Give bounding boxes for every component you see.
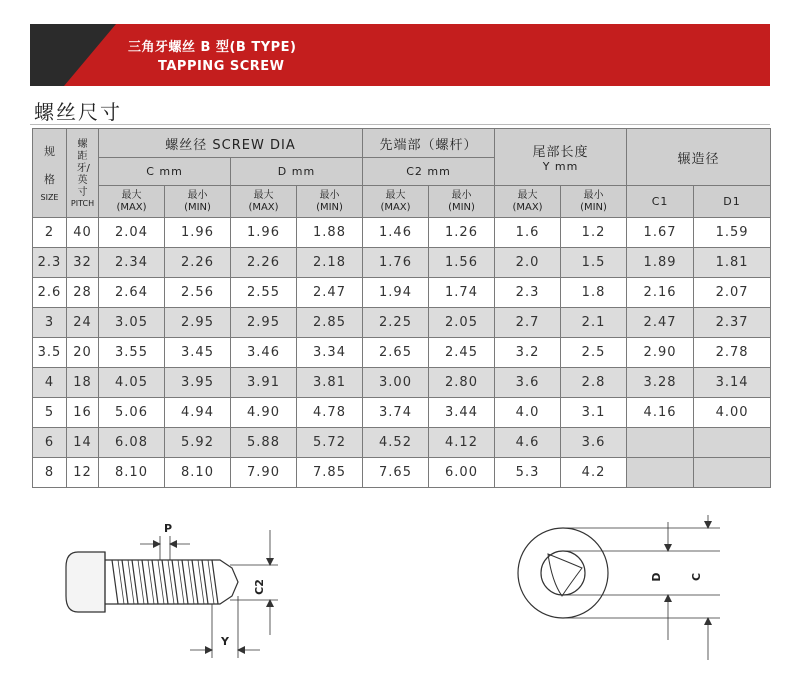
header-title-en: TAPPING SCREW xyxy=(158,59,285,74)
cell-y-max: 4.6 xyxy=(495,428,561,458)
cell-c1: 3.28 xyxy=(627,368,694,398)
cell-c2-min: 2.80 xyxy=(429,368,495,398)
cell-c-max: 2.64 xyxy=(99,278,165,308)
cell-d-min: 2.47 xyxy=(297,278,363,308)
cell-c2-max: 3.74 xyxy=(363,398,429,428)
cell-y-min: 4.2 xyxy=(561,458,627,488)
cell-d-min: 3.34 xyxy=(297,338,363,368)
header-c-mm: C mm xyxy=(99,158,231,186)
cell-y-max: 5.3 xyxy=(495,458,561,488)
cell-c2-min: 4.12 xyxy=(429,428,495,458)
cell-c2-min: 1.56 xyxy=(429,248,495,278)
cell-c-max: 3.55 xyxy=(99,338,165,368)
cell-c2-min: 1.74 xyxy=(429,278,495,308)
header-y-max: 最大 (MAX) xyxy=(495,186,561,218)
cell-c-max: 2.04 xyxy=(99,218,165,248)
cell-d1: 2.07 xyxy=(694,278,771,308)
cell-d-max: 2.26 xyxy=(231,248,297,278)
cell-size: 4 xyxy=(33,368,67,398)
cell-size: 8 xyxy=(33,458,67,488)
cell-d-max: 1.96 xyxy=(231,218,297,248)
cell-c-max: 3.05 xyxy=(99,308,165,338)
header-tail xyxy=(495,129,627,186)
cell-pitch: 14 xyxy=(67,428,99,458)
spec-table xyxy=(32,128,771,488)
screw-end-view xyxy=(518,515,720,660)
cell-size: 3.5 xyxy=(33,338,67,368)
end-outer-circle xyxy=(518,528,608,618)
cell-y-min: 2.5 xyxy=(561,338,627,368)
dim-p-label: P xyxy=(163,522,173,535)
cell-d-max: 2.95 xyxy=(231,308,297,338)
cell-y-min: 2.1 xyxy=(561,308,627,338)
header-c2-mm: C2 mm xyxy=(363,158,495,186)
cell-c2-min: 2.45 xyxy=(429,338,495,368)
table-row xyxy=(33,218,771,248)
cell-d-max: 3.91 xyxy=(231,368,297,398)
cell-d1: 3.14 xyxy=(694,368,771,398)
cell-c2-max: 2.25 xyxy=(363,308,429,338)
cell-d1 xyxy=(694,428,771,458)
cell-d1: 1.59 xyxy=(694,218,771,248)
header-d-max: 最大 (MAX) xyxy=(231,186,297,218)
cell-d1: 4.00 xyxy=(694,398,771,428)
cell-c1: 2.16 xyxy=(627,278,694,308)
cell-c-min: 5.92 xyxy=(165,428,231,458)
cell-size: 2.3 xyxy=(33,248,67,278)
cell-y-min: 1.5 xyxy=(561,248,627,278)
header-c2-min: 最小 (MIN) xyxy=(429,186,495,218)
cell-y-max: 2.0 xyxy=(495,248,561,278)
cell-d-min: 7.85 xyxy=(297,458,363,488)
header-banner xyxy=(30,24,770,86)
table-row xyxy=(33,338,771,368)
header-tip: 先端部（螺杆） xyxy=(363,129,495,158)
header-size-cn-top: 规 xyxy=(44,144,55,158)
cell-d-min: 5.72 xyxy=(297,428,363,458)
cell-d-max: 5.88 xyxy=(231,428,297,458)
header-tail-cn: 尾部长度 xyxy=(532,145,589,160)
section-divider xyxy=(30,124,770,125)
cell-pitch: 40 xyxy=(67,218,99,248)
header-roll: 辗造径 xyxy=(627,129,771,186)
cell-c-min: 4.94 xyxy=(165,398,231,428)
cell-y-max: 1.6 xyxy=(495,218,561,248)
cell-y-max: 2.3 xyxy=(495,278,561,308)
table-row xyxy=(33,368,771,398)
banner-dark-block xyxy=(30,24,64,86)
cell-c-max: 5.06 xyxy=(99,398,165,428)
dim-c-label: C xyxy=(690,572,703,582)
cell-pitch: 20 xyxy=(67,338,99,368)
cell-d1 xyxy=(694,458,771,488)
header-size-cn-mid: 格 xyxy=(44,172,55,186)
cell-d-max: 7.90 xyxy=(231,458,297,488)
table-row xyxy=(33,428,771,458)
cell-c1: 2.47 xyxy=(627,308,694,338)
table-row xyxy=(33,278,771,308)
drawings xyxy=(0,510,800,677)
dim-d-label: D xyxy=(650,572,663,582)
cell-size: 6 xyxy=(33,428,67,458)
cell-c2-min: 1.26 xyxy=(429,218,495,248)
cell-c-min: 2.56 xyxy=(165,278,231,308)
header-screw-dia: 螺丝径 SCREW DIA xyxy=(99,129,363,158)
cell-c1: 2.90 xyxy=(627,338,694,368)
cell-y-min: 3.1 xyxy=(561,398,627,428)
cell-size: 2 xyxy=(33,218,67,248)
banner-dark-slant xyxy=(64,24,116,86)
section-title: 螺丝尺寸 xyxy=(34,100,122,124)
cell-d-min: 2.85 xyxy=(297,308,363,338)
cell-y-max: 3.6 xyxy=(495,368,561,398)
cell-c2-max: 2.65 xyxy=(363,338,429,368)
cell-d-min: 2.18 xyxy=(297,248,363,278)
dim-c2-label: C2 xyxy=(253,579,266,595)
cell-d1: 1.81 xyxy=(694,248,771,278)
table-row xyxy=(33,398,771,428)
header-pitch-en: PITCH xyxy=(70,198,95,208)
cell-c-min: 3.95 xyxy=(165,368,231,398)
cell-c2-min: 3.44 xyxy=(429,398,495,428)
screw-head xyxy=(66,552,105,612)
cell-pitch: 12 xyxy=(67,458,99,488)
header-pitch-cn: 螺距牙/英寸 xyxy=(76,138,90,198)
cell-y-min: 1.8 xyxy=(561,278,627,308)
cell-c-min: 3.45 xyxy=(165,338,231,368)
header-title-cn: 三角牙螺丝 B 型(B TYPE) xyxy=(128,40,297,55)
header-c-max: 最大 (MAX) xyxy=(99,186,165,218)
cell-c2-max: 1.76 xyxy=(363,248,429,278)
cell-y-max: 2.7 xyxy=(495,308,561,338)
cell-pitch: 28 xyxy=(67,278,99,308)
cell-d1: 2.78 xyxy=(694,338,771,368)
header-y-min: 最小 (MIN) xyxy=(561,186,627,218)
dim-y-label: Y xyxy=(221,635,229,648)
cell-pitch: 24 xyxy=(67,308,99,338)
cell-c1: 4.16 xyxy=(627,398,694,428)
header-d-min: 最小 (MIN) xyxy=(297,186,363,218)
cell-c2-max: 3.00 xyxy=(363,368,429,398)
cell-y-min: 1.2 xyxy=(561,218,627,248)
cell-pitch: 18 xyxy=(67,368,99,398)
header-c-min: 最小 (MIN) xyxy=(165,186,231,218)
cell-d-max: 4.90 xyxy=(231,398,297,428)
header-d-mm: D mm xyxy=(231,158,363,186)
header-tail-unit: Y mm xyxy=(542,160,579,173)
cell-c1: 1.67 xyxy=(627,218,694,248)
cell-y-max: 3.2 xyxy=(495,338,561,368)
screw-side-view xyxy=(66,530,278,658)
cell-c2-max: 1.94 xyxy=(363,278,429,308)
screw-threads xyxy=(112,560,218,604)
cell-c-min: 8.10 xyxy=(165,458,231,488)
cell-c-min: 2.95 xyxy=(165,308,231,338)
cell-size: 2.6 xyxy=(33,278,67,308)
cell-y-max: 4.0 xyxy=(495,398,561,428)
cell-c1 xyxy=(627,428,694,458)
cell-c-max: 8.10 xyxy=(99,458,165,488)
cell-c1 xyxy=(627,458,694,488)
header-c1: C1 xyxy=(627,186,694,218)
table-row xyxy=(33,458,771,488)
cell-pitch: 16 xyxy=(67,398,99,428)
cell-d-min: 1.88 xyxy=(297,218,363,248)
cell-c-min: 1.96 xyxy=(165,218,231,248)
cell-d-max: 2.55 xyxy=(231,278,297,308)
cell-c2-max: 7.65 xyxy=(363,458,429,488)
spec-table-body xyxy=(33,218,771,488)
cell-y-min: 2.8 xyxy=(561,368,627,398)
cell-size: 3 xyxy=(33,308,67,338)
cell-c2-min: 2.05 xyxy=(429,308,495,338)
cell-c-max: 6.08 xyxy=(99,428,165,458)
cell-c2-max: 4.52 xyxy=(363,428,429,458)
cell-d-min: 3.81 xyxy=(297,368,363,398)
cell-c2-max: 1.46 xyxy=(363,218,429,248)
cell-d-min: 4.78 xyxy=(297,398,363,428)
cell-pitch: 32 xyxy=(67,248,99,278)
cell-c-max: 2.34 xyxy=(99,248,165,278)
cell-c1: 1.89 xyxy=(627,248,694,278)
cell-d1: 2.37 xyxy=(694,308,771,338)
cell-c-max: 4.05 xyxy=(99,368,165,398)
cell-d-max: 3.46 xyxy=(231,338,297,368)
table-row xyxy=(33,248,771,278)
cell-c2-min: 6.00 xyxy=(429,458,495,488)
cell-c-min: 2.26 xyxy=(165,248,231,278)
cell-y-min: 3.6 xyxy=(561,428,627,458)
header-c2-max: 最大 (MAX) xyxy=(363,186,429,218)
table-row xyxy=(33,308,771,338)
header-size-en: SIZE xyxy=(40,192,59,202)
header-pitch xyxy=(67,129,99,218)
header-size xyxy=(33,129,67,218)
header-d1: D1 xyxy=(694,186,771,218)
cell-size: 5 xyxy=(33,398,67,428)
